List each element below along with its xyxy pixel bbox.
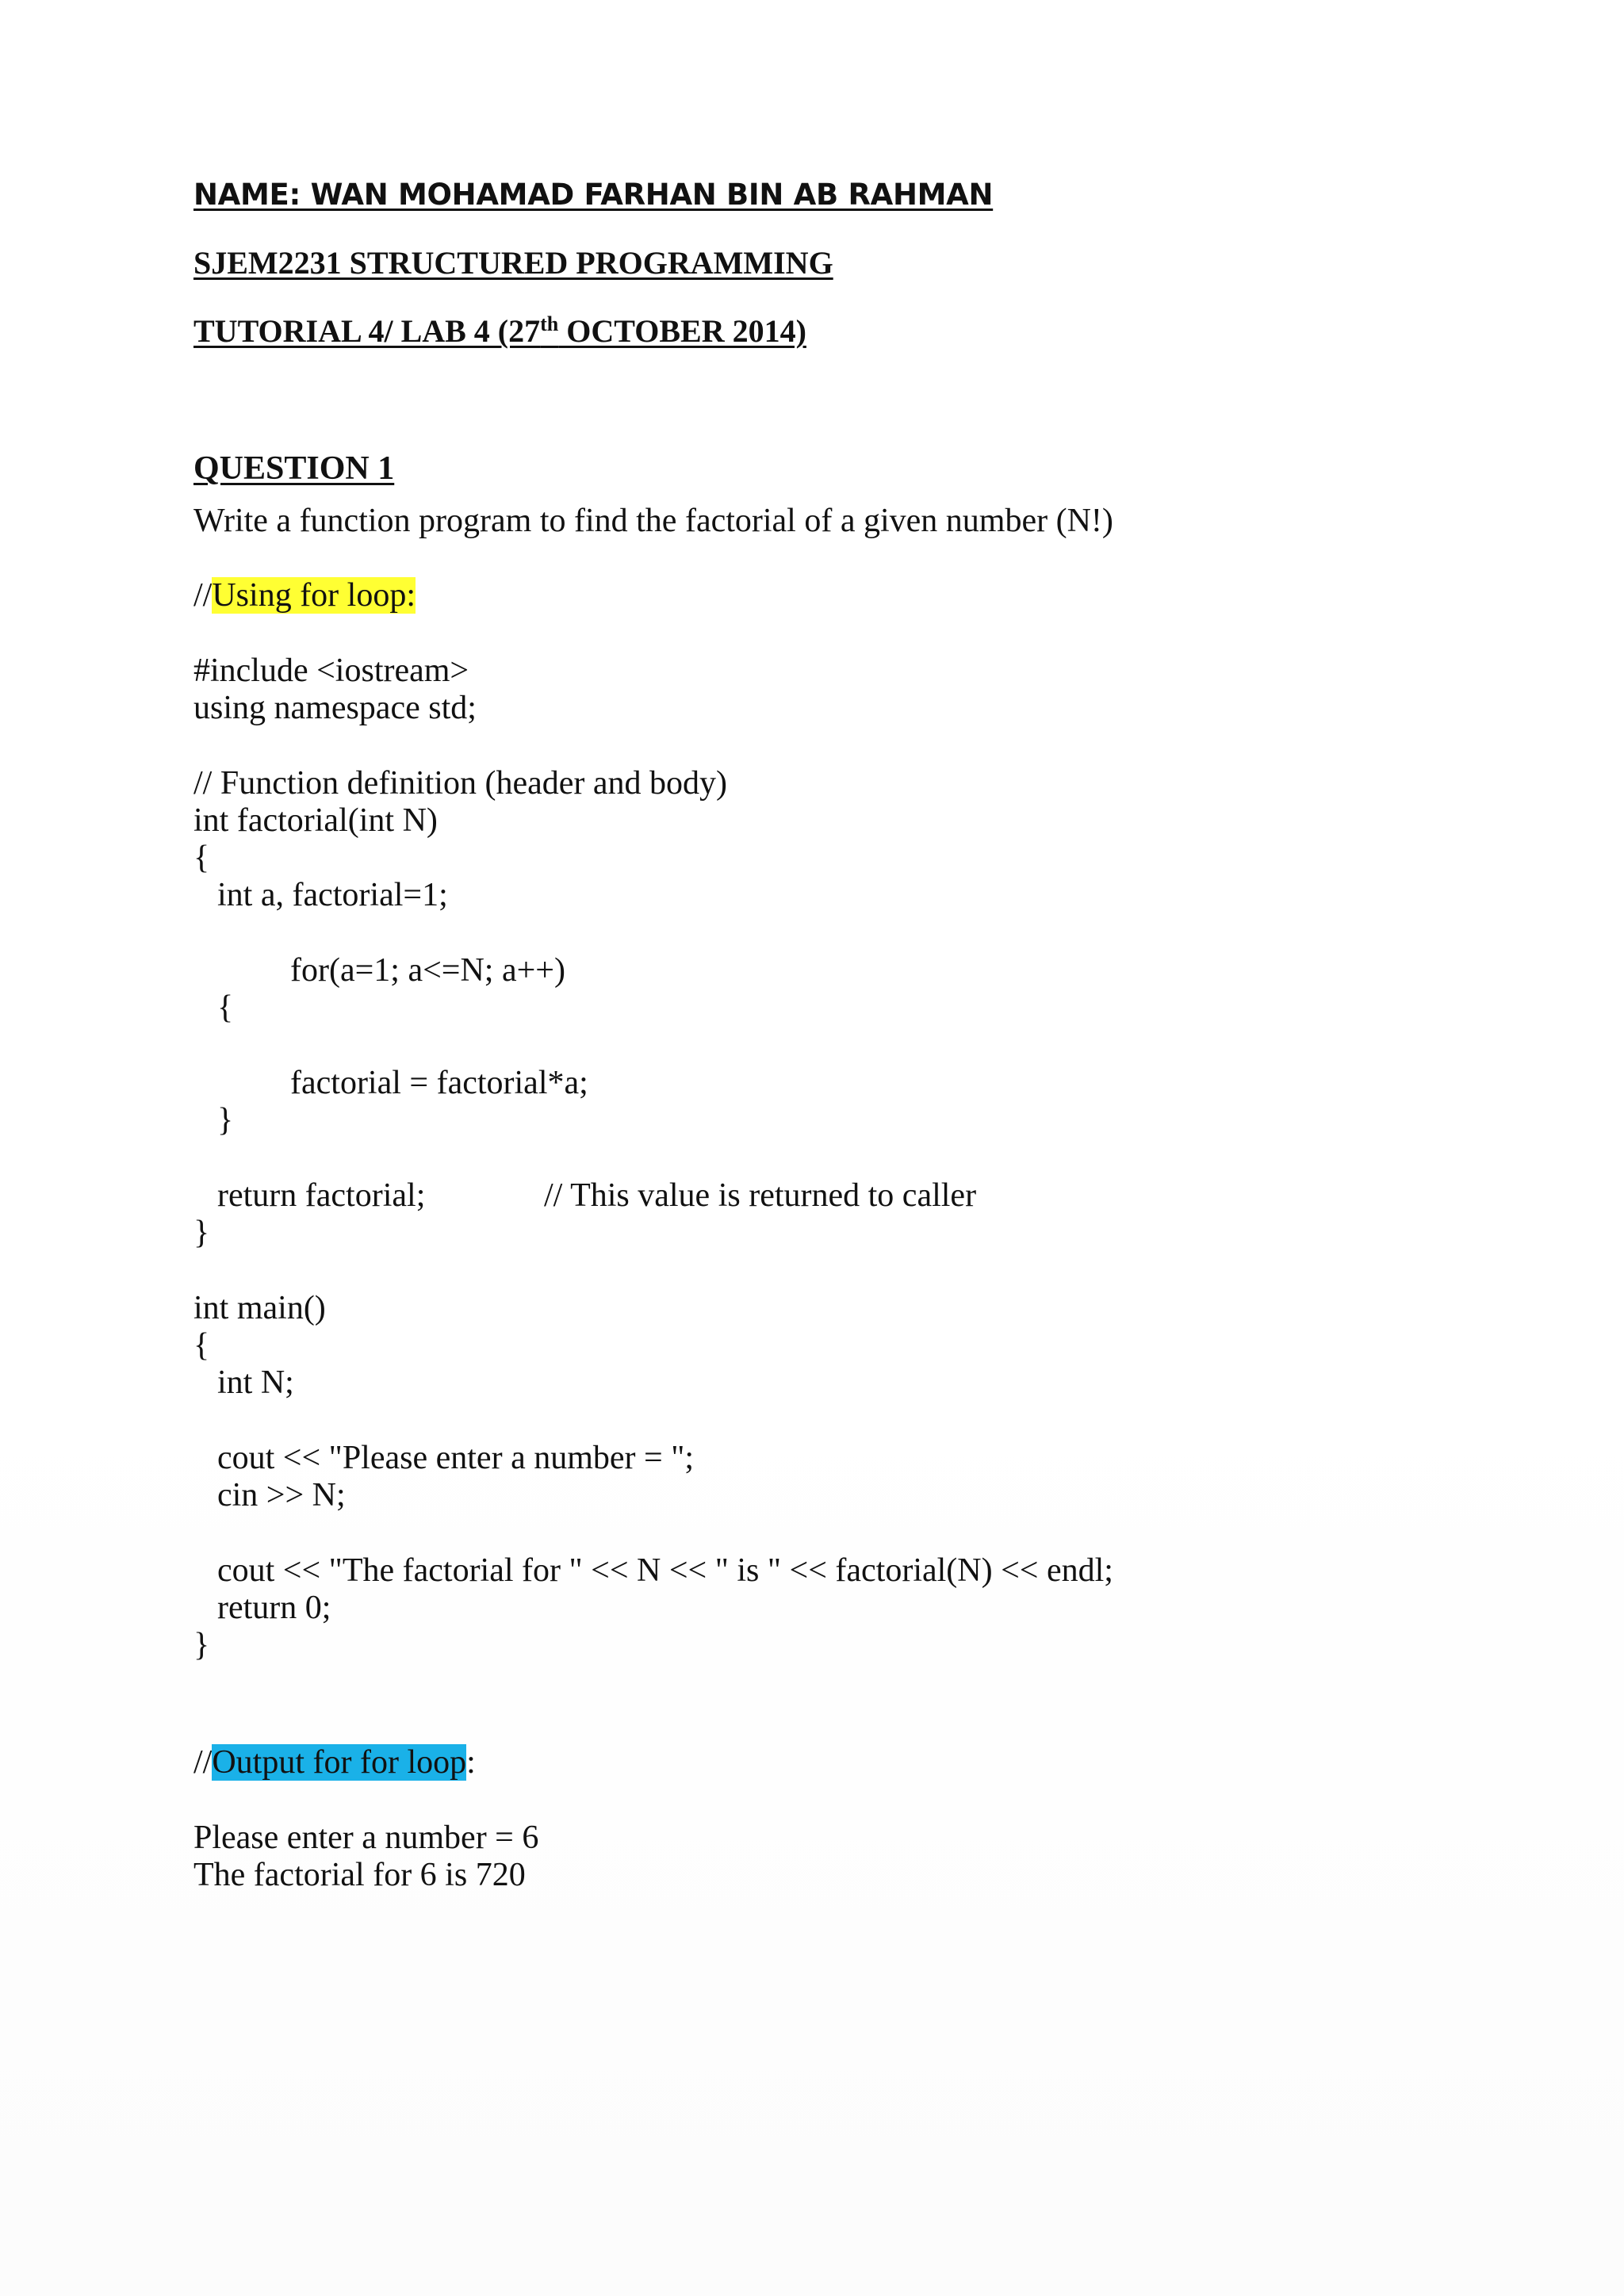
- highlighted-label: Output for for loop: [212, 1744, 467, 1781]
- code-line: cout << "The factorial for " << N << " is " << factorial(N) << endl;: [217, 1552, 1113, 1589]
- highlighted-label: Using for loop:: [212, 577, 416, 614]
- tutorial-title: [193, 312, 806, 350]
- code-line: using namespace std;: [193, 690, 477, 726]
- code-line: int N;: [217, 1364, 294, 1401]
- course-title: SJEM2231 STRUCTURED PROGRAMMING: [193, 245, 833, 281]
- code-line: cin >> N;: [217, 1477, 346, 1513]
- comment-prefix: //: [193, 577, 213, 614]
- question-title: QUESTION 1: [193, 450, 395, 487]
- output-line: The factorial for 6 is 720: [193, 1857, 526, 1893]
- student-name: NAME: WAN MOHAMAD FARHAN BIN AB RAHMAN: [193, 178, 994, 212]
- code-line: return factorial;: [217, 1177, 426, 1214]
- tutorial-title-main: TUTORIAL 4/ LAB 4 (27: [193, 313, 541, 349]
- code-line: for(a=1; a<=N; a++): [290, 952, 565, 989]
- code-line: #include <iostream>: [193, 652, 469, 689]
- code-line: }: [217, 1102, 234, 1138]
- tutorial-title-superscript: th: [540, 312, 559, 335]
- code-line: int a, factorial=1;: [217, 877, 448, 913]
- code-line: int factorial(int N): [193, 802, 438, 839]
- question-text: Write a function program to find the factorial of a given number (N!): [193, 503, 1113, 539]
- code-line: cout << "Please enter a number = ";: [217, 1440, 695, 1476]
- comment-prefix: //: [193, 1744, 213, 1781]
- output-section-label: [193, 1743, 476, 1781]
- code-line: }: [193, 1215, 210, 1251]
- code-line: // Function definition (header and body): [193, 765, 728, 802]
- code-line: int main(): [193, 1290, 326, 1326]
- code-line: }: [193, 1627, 210, 1663]
- code-comment: // This value is returned to caller: [544, 1177, 977, 1214]
- code-line: {: [193, 1327, 210, 1364]
- for-loop-section-label: [193, 576, 416, 614]
- output-line: Please enter a number = 6: [193, 1820, 539, 1856]
- tutorial-title-rest: OCTOBER 2014): [558, 313, 806, 349]
- code-line: factorial = factorial*a;: [290, 1065, 588, 1101]
- label-suffix: :: [466, 1744, 476, 1781]
- code-line: {: [193, 840, 210, 876]
- code-line: {: [217, 989, 234, 1026]
- code-line: return 0;: [217, 1590, 331, 1626]
